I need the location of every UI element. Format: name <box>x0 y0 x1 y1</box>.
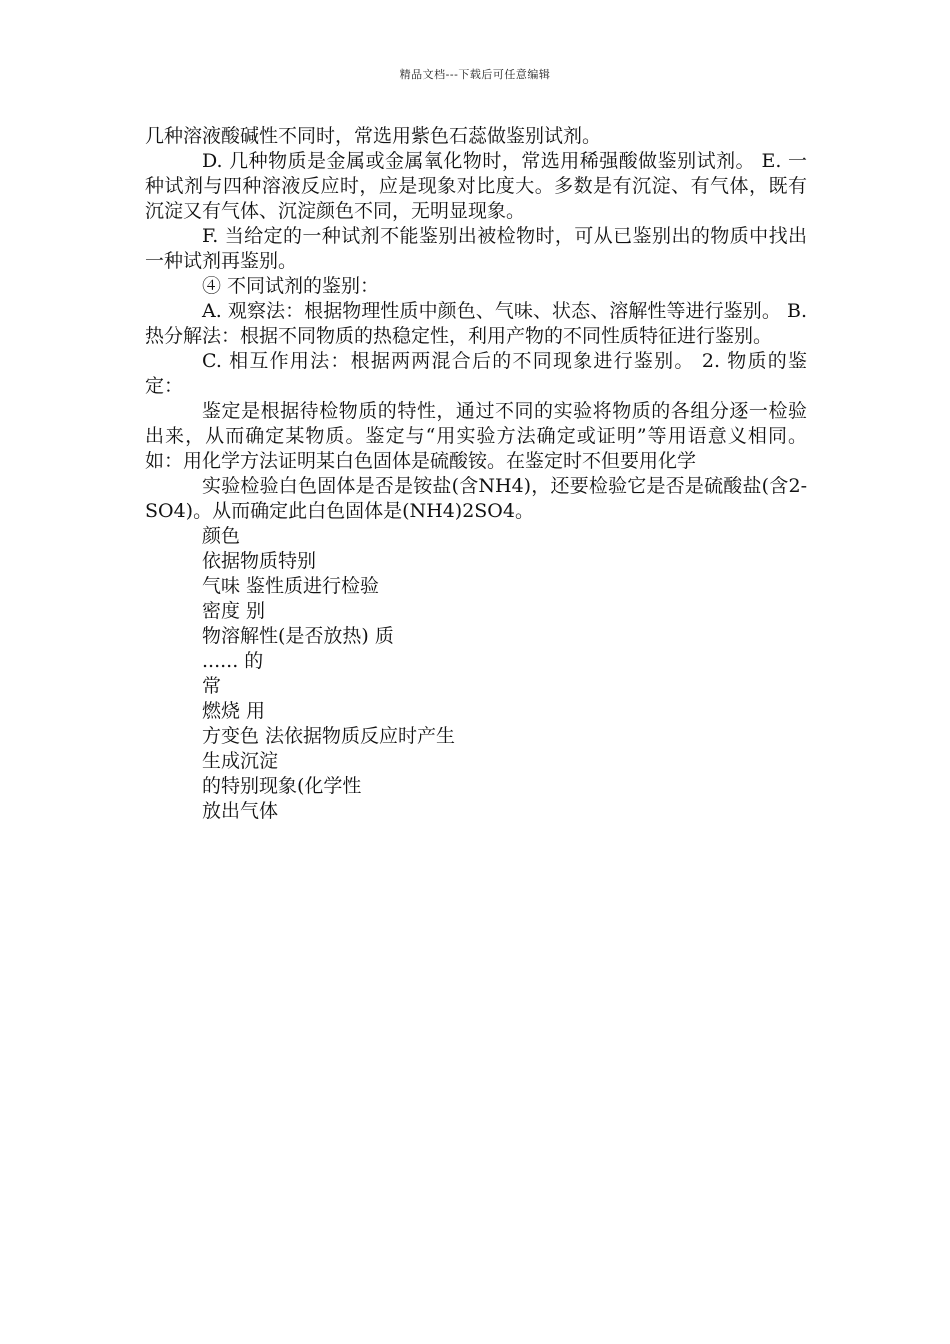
list-item: ...... 的 <box>202 650 264 672</box>
paragraph: D. 几种物质是金属或金属氧化物时，常选用稀强酸做鉴别试剂。 E. 一种试剂与四种溶液反应时，应是现象对比度大。多数是有沉淀、有气体，既有沉淀又有气体、沉淀颜色不同，无明显现象。 <box>145 150 807 222</box>
paragraph: F. 当给定的一种试剂不能鉴别出被检物时，可从已鉴别出的物质中找出一种试剂再鉴别。 <box>145 225 807 272</box>
paragraph: 鉴定是根据待检物质的特性，通过不同的实验将物质的各组分逐一检验出来，从而确定某物质。鉴定与“用实验方法确定或证明”等用语意义相同。如：用化学方法证明某白色固体是硫酸铵。在鉴定时不但要用化学 <box>145 400 807 472</box>
list-item: 常 <box>202 675 222 697</box>
paragraph: ④ 不同试剂的鉴别： <box>202 275 380 297</box>
paragraph: A. 观察法：根据物理性质中颜色、气味、状态、溶解性等进行鉴别。 B. 热分解法：根据不同物质的热稳定性，利用产物的不同性质特征进行鉴别。 <box>145 300 807 347</box>
list-item: 依据物质特别 <box>202 550 317 572</box>
paragraph: 几种溶液酸碱性不同时，常选用紫色石蕊做鉴别试剂。 <box>145 125 602 147</box>
list-item: 气味 鉴性质进行检验 <box>202 575 380 597</box>
paragraph: C. 相互作用法：根据两两混合后的不同现象进行鉴别。 2. 物质的鉴定： <box>145 350 807 397</box>
list-item: 的特别现象(化学性 <box>202 775 362 797</box>
list-item: 颜色 <box>202 525 241 547</box>
page-header: 精品文档---下载后可任意编辑 <box>399 68 551 81</box>
document-body <box>145 124 807 824</box>
list-item: 方变色 法依据物质反应时产生 <box>202 725 456 747</box>
paragraph: 实验检验白色固体是否是铵盐(含NH4)，还要检验它是否是硫酸盐(含2-SO4)。从而确定此白色固体是(NH4)2SO4。 <box>145 475 807 522</box>
list-item: 燃烧 用 <box>202 700 266 722</box>
list-item: 密度 别 <box>202 600 266 622</box>
list-item: 生成沉淀 <box>202 750 279 772</box>
list-item: 物溶解性(是否放热) 质 <box>202 625 394 647</box>
list-item: 放出气体 <box>202 800 279 822</box>
